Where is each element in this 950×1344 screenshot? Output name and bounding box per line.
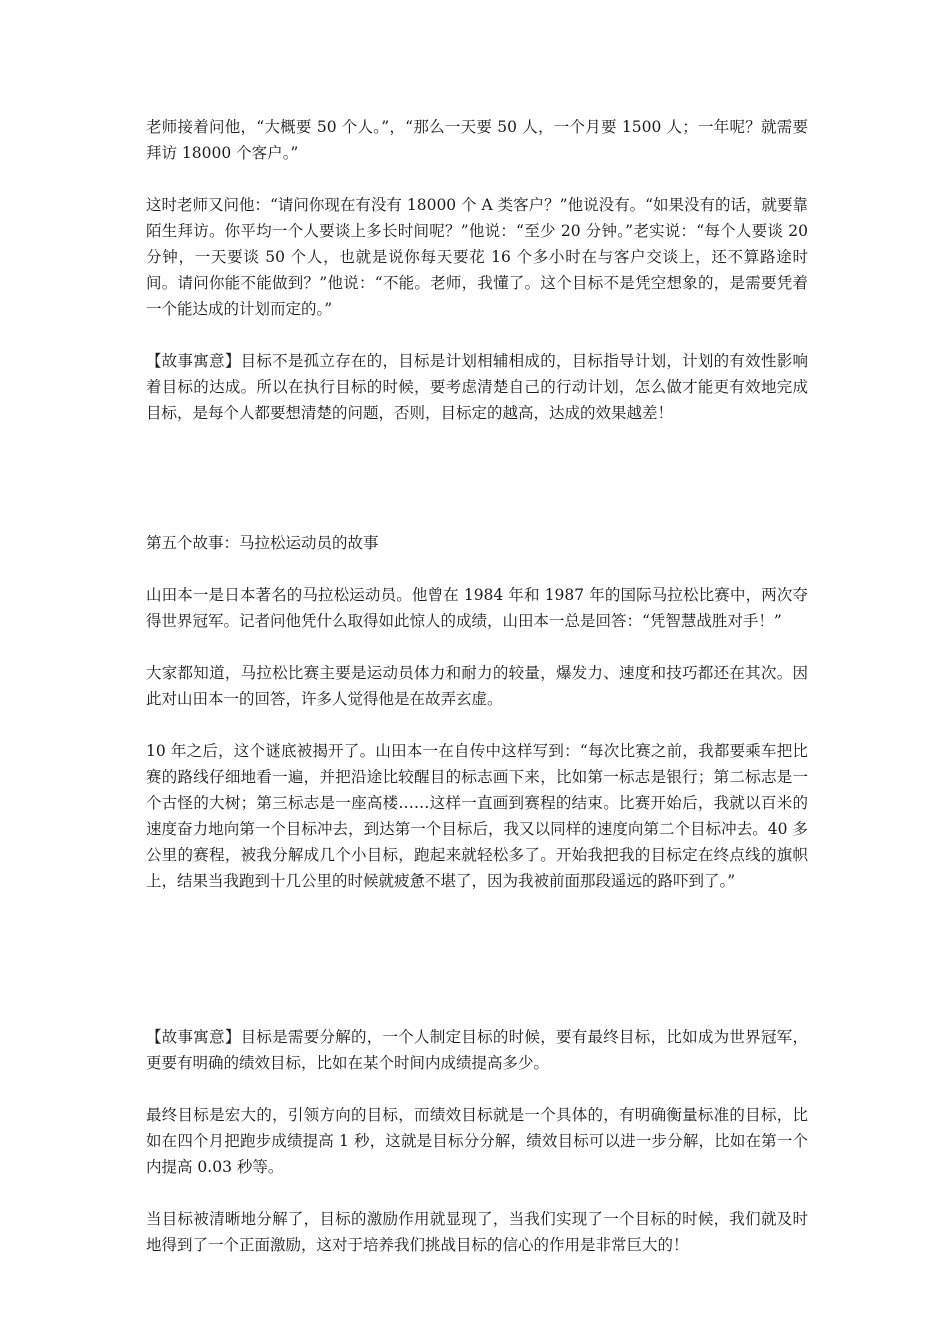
document-page: [146, 114, 808, 1258]
paragraph-teacher-followup: 这时老师又问他：“请问你现在有没有 18000 个 A 类客户？”他说没有。“如果没有的话，就要靠陌生拜访。你平均一个人要谈上多长时间呢？”他说：“至少 20 分钟。”老实说：“每个人要谈 20 分钟，一天要谈 50 个人，也就是说你每天要花 16 个多小时在与客户交谈上，还不算路途时间。请问你能不能做到？”他说：“不能。老师，我懂了。这个目标不是凭空想象的，是需要凭着一个能达成的计划而定的。”: [146, 196, 808, 318]
paragraph-gap: [146, 322, 808, 348]
paragraph-gap: [146, 712, 808, 738]
paragraph-teacher-question: 老师接着问他，“大概要 50 个人。”，“那么一天要 50 人，一个月要 1500 人；一年呢？就需要拜访 18000 个客户。”: [146, 118, 808, 162]
paragraph-gap: [146, 1180, 808, 1206]
paragraph-gap: [146, 556, 808, 582]
paragraph-moral-5: 【故事寓意】目标是需要分解的，一个人制定目标的时候，要有最终目标，比如成为世界冠军，更要有明确的绩效目标，比如在某个时间内成绩提高多少。: [146, 1028, 808, 1072]
paragraph-yamada-intro: 山田本一是日本著名的马拉松运动员。他曾在 1984 年和 1987 年的国际马拉松比赛中，两次夺得世界冠军。记者问他凭什么取得如此惊人的成绩，山田本一总是回答：“凭智慧战胜对手！”: [146, 586, 808, 630]
paragraph-motivation: 当目标被清晰地分解了，目标的激励作用就显现了，当我们实现了一个目标的时候，我们就及时地得到了一个正面激励，这对于培养我们挑战目标的信心的作用是非常巨大的！: [146, 1210, 808, 1254]
paragraph-gap: [146, 166, 808, 192]
paragraph-yamada-autobiography: 10 年之后，这个谜底被揭开了。山田本一在自传中这样写到：“每次比赛之前，我都要乘车把比赛的路线仔细地看一遍，并把沿途比较醒目的标志画下来，比如第一标志是银行；第二标志是一个古怪的大树；第三标志是一座高楼……这样一直画到赛程的结束。比赛开始后，我就以百米的速度奋力地向第一个目标冲去，到达第一个目标后，我又以同样的速度向第二个目标冲去。40 多公里的赛程，被我分解成几个小目标，跑起来就轻松多了。开始我把我的目标定在终点线的旗帜上，结果当我跑到十几公里的时候就疲惫不堪了，因为我被前面那段遥远的路吓到了。”: [146, 742, 808, 890]
paragraph-moral-4: 【故事寓意】目标不是孤立存在的，目标是计划相辅相成的，目标指导计划，计划的有效性影响着目标的达成。所以在执行目标的时候，要考虑清楚自己的行动计划，怎么做才能更有效地完成目标，是每个人都要想清楚的问题，否则，目标定的越高，达成的效果越差！: [146, 352, 808, 422]
section-gap: [146, 894, 808, 1024]
paragraph-gap: [146, 1076, 808, 1102]
paragraph-goal-breakdown: 最终目标是宏大的，引领方向的目标，而绩效目标就是一个具体的，有明确衡量标准的目标，比如在四个月把跑步成绩提高 1 秒，这就是目标分分解，绩效目标可以进一步分解，比如在第一个内提高 0.03 秒等。: [146, 1106, 808, 1176]
section-gap: [146, 426, 808, 530]
paragraph-gap: [146, 634, 808, 660]
paragraph-marathon-common: 大家都知道，马拉松比赛主要是运动员体力和耐力的较量，爆发力、速度和技巧都还在其次。因此对山田本一的回答，许多人觉得他是在故弄玄虚。: [146, 664, 808, 708]
story-5-title: 第五个故事：马拉松运动员的故事: [146, 534, 379, 552]
